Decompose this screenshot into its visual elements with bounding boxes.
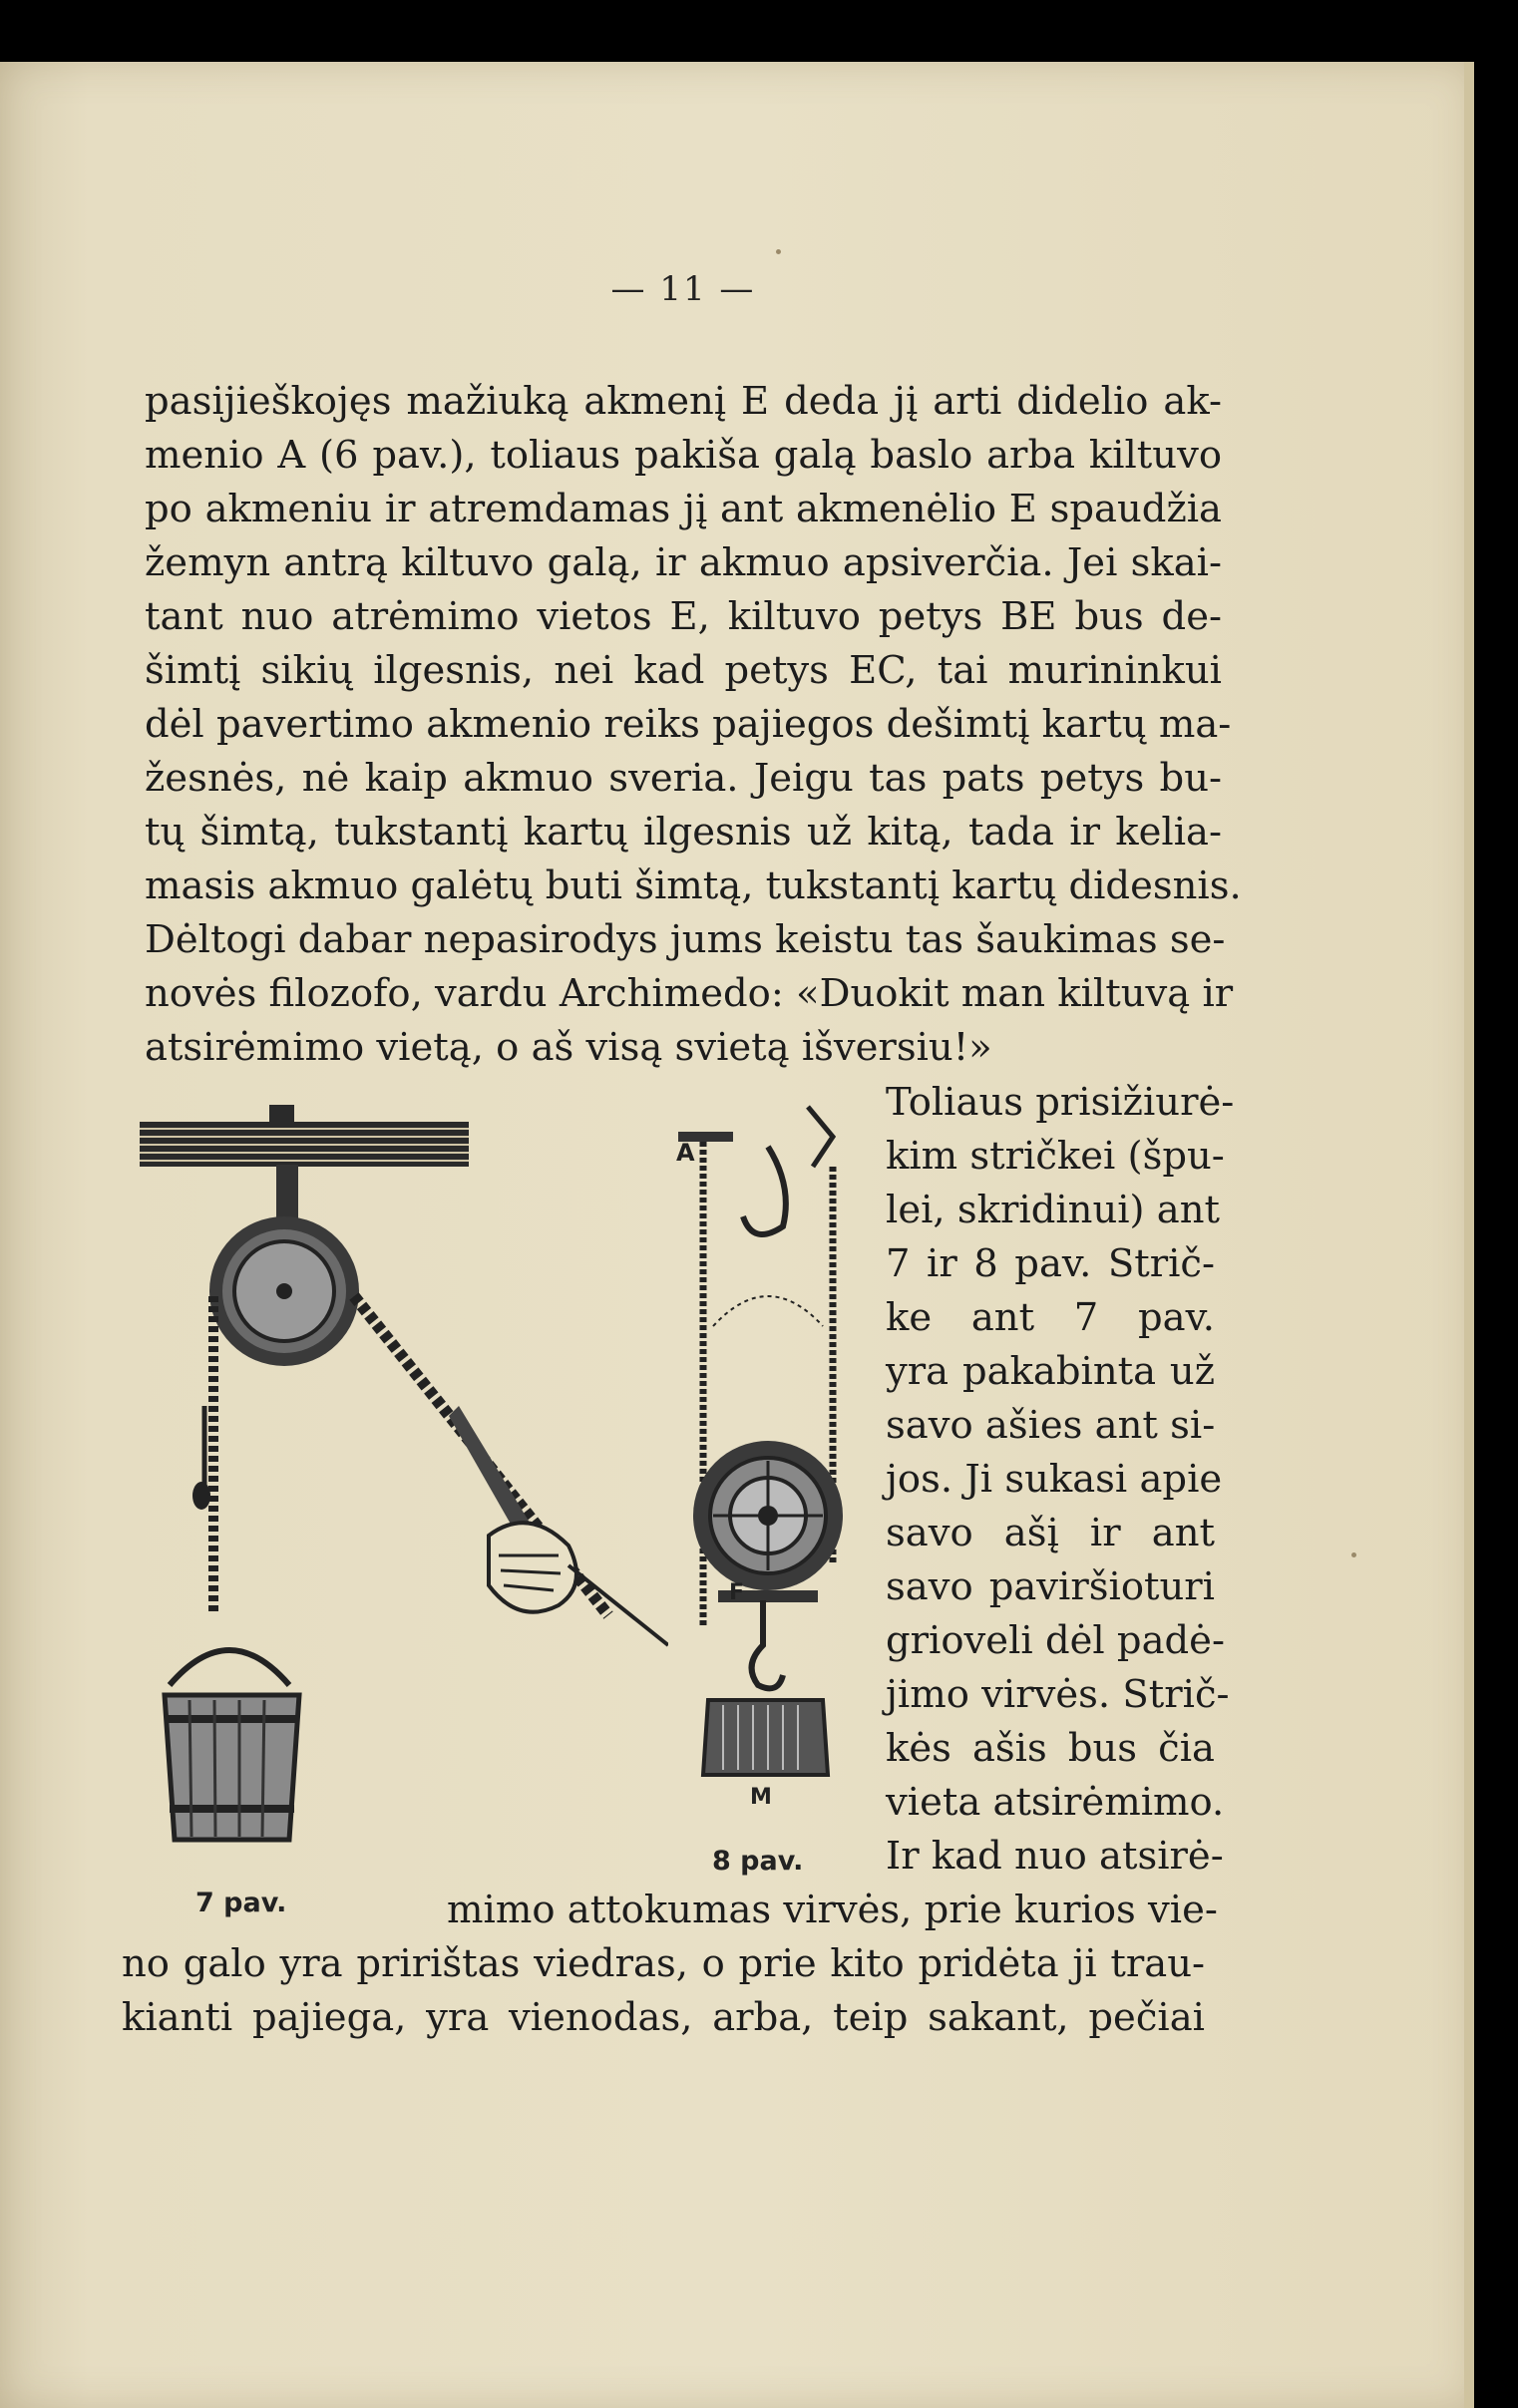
text-line: atsirėmimo vietą, o aš visą svietą išversiu!»: [145, 1025, 992, 1070]
text-line: lei, skridinui) ant: [886, 1188, 1221, 1232]
text-line: savo ašį ir ant: [886, 1511, 1215, 1555]
text-line: savo ašies ant si-: [886, 1403, 1216, 1448]
figure-7-caption: 7 pav.: [195, 1888, 287, 1918]
figure-7-pulley-illustration: [130, 1087, 668, 1875]
pulley-wheel-icon: [209, 1216, 359, 1366]
text-line: masis akmuo galėtų buti šimtą, tukstantį kartų didesnis.: [145, 863, 1242, 908]
text-line: Dėltogi dabar nepasirodys jums keistu tas šaukimas se-: [145, 917, 1226, 962]
text-line: šimtį sikių ilgesnis, nei kad petys EC, tai murininkui: [145, 648, 1222, 693]
text-line: dėl pavertimo akmenio reiks pajiegos dešimtį kartų ma-: [145, 702, 1232, 747]
text-line: kianti pajiega, yra vienodas, arba, teip sakant, pečiai: [122, 1995, 1205, 2040]
paper-speck: [1351, 1552, 1356, 1557]
text-line: tų šimtą, tukstantį kartų ilgesnis už kitą, tada ir kelia-: [145, 810, 1222, 855]
bucket-icon: [165, 1650, 299, 1840]
text-line: žesnės, nė kaip akmuo sveria. Jeigu tas pats petys bu-: [145, 756, 1222, 801]
text-line: vieta atsirėmimo.: [886, 1780, 1225, 1825]
text-line: savo paviršioturi: [886, 1564, 1215, 1609]
figure-8-label-m: M: [750, 1785, 772, 1810]
text-line: jos. Ji sukasi apie: [886, 1457, 1223, 1502]
text-line: no galo yra pririštas viedras, o prie kito pridėta ji trau-: [122, 1941, 1205, 1986]
text-line: Ir kad nuo atsirė-: [886, 1834, 1224, 1879]
text-line: tant nuo atrėmimo vietos E, kiltuvo petys BE bus de-: [145, 594, 1222, 639]
figure-8-caption: 8 pav.: [712, 1846, 804, 1877]
text-line: yra pakabinta už: [886, 1349, 1215, 1394]
weight-icon: [703, 1700, 828, 1775]
figure-8-label-a: A: [676, 1139, 695, 1167]
text-line: Toliaus prisižiurė-: [886, 1080, 1235, 1125]
figure-8-pulley-illustration: [663, 1087, 883, 1815]
text-line: grioveli dėl padė-: [886, 1618, 1225, 1663]
text-line: kės ašis bus čia: [886, 1726, 1215, 1771]
text-line: 7 ir 8 pav. Strič-: [886, 1241, 1215, 1286]
text-line: novės filozofo, vardu Archimedo: «Duokit man kiltuvą ir: [145, 971, 1234, 1016]
text-line: pasijieškojęs mažiuką akmenį E deda jį arti didelio ak-: [145, 379, 1222, 424]
paper-speck: [776, 249, 781, 254]
text-line: menio A (6 pav.), toliaus pakiša galą baslo arba kiltuvo: [145, 433, 1222, 478]
pulley-wheel-icon: [693, 1441, 843, 1590]
text-line: po akmeniu ir atremdamas jį ant akmenėlio E spaudžia: [145, 487, 1222, 531]
text-line: jimo virvės. Strič-: [886, 1672, 1230, 1717]
text-line: žemyn antrą kiltuvo galą, ir akmuo apsiverčia. Jei skai-: [145, 540, 1222, 585]
beam-icon: [140, 1105, 469, 1167]
text-line: mimo attokumas virvės, prie kurios vie-: [447, 1888, 1218, 1932]
text-line: ke ant 7 pav.: [886, 1295, 1215, 1340]
page-number: — 11 —: [610, 269, 756, 309]
figure-8-label-f: F: [729, 1580, 745, 1605]
text-line: kim stričkei (špu-: [886, 1134, 1225, 1179]
